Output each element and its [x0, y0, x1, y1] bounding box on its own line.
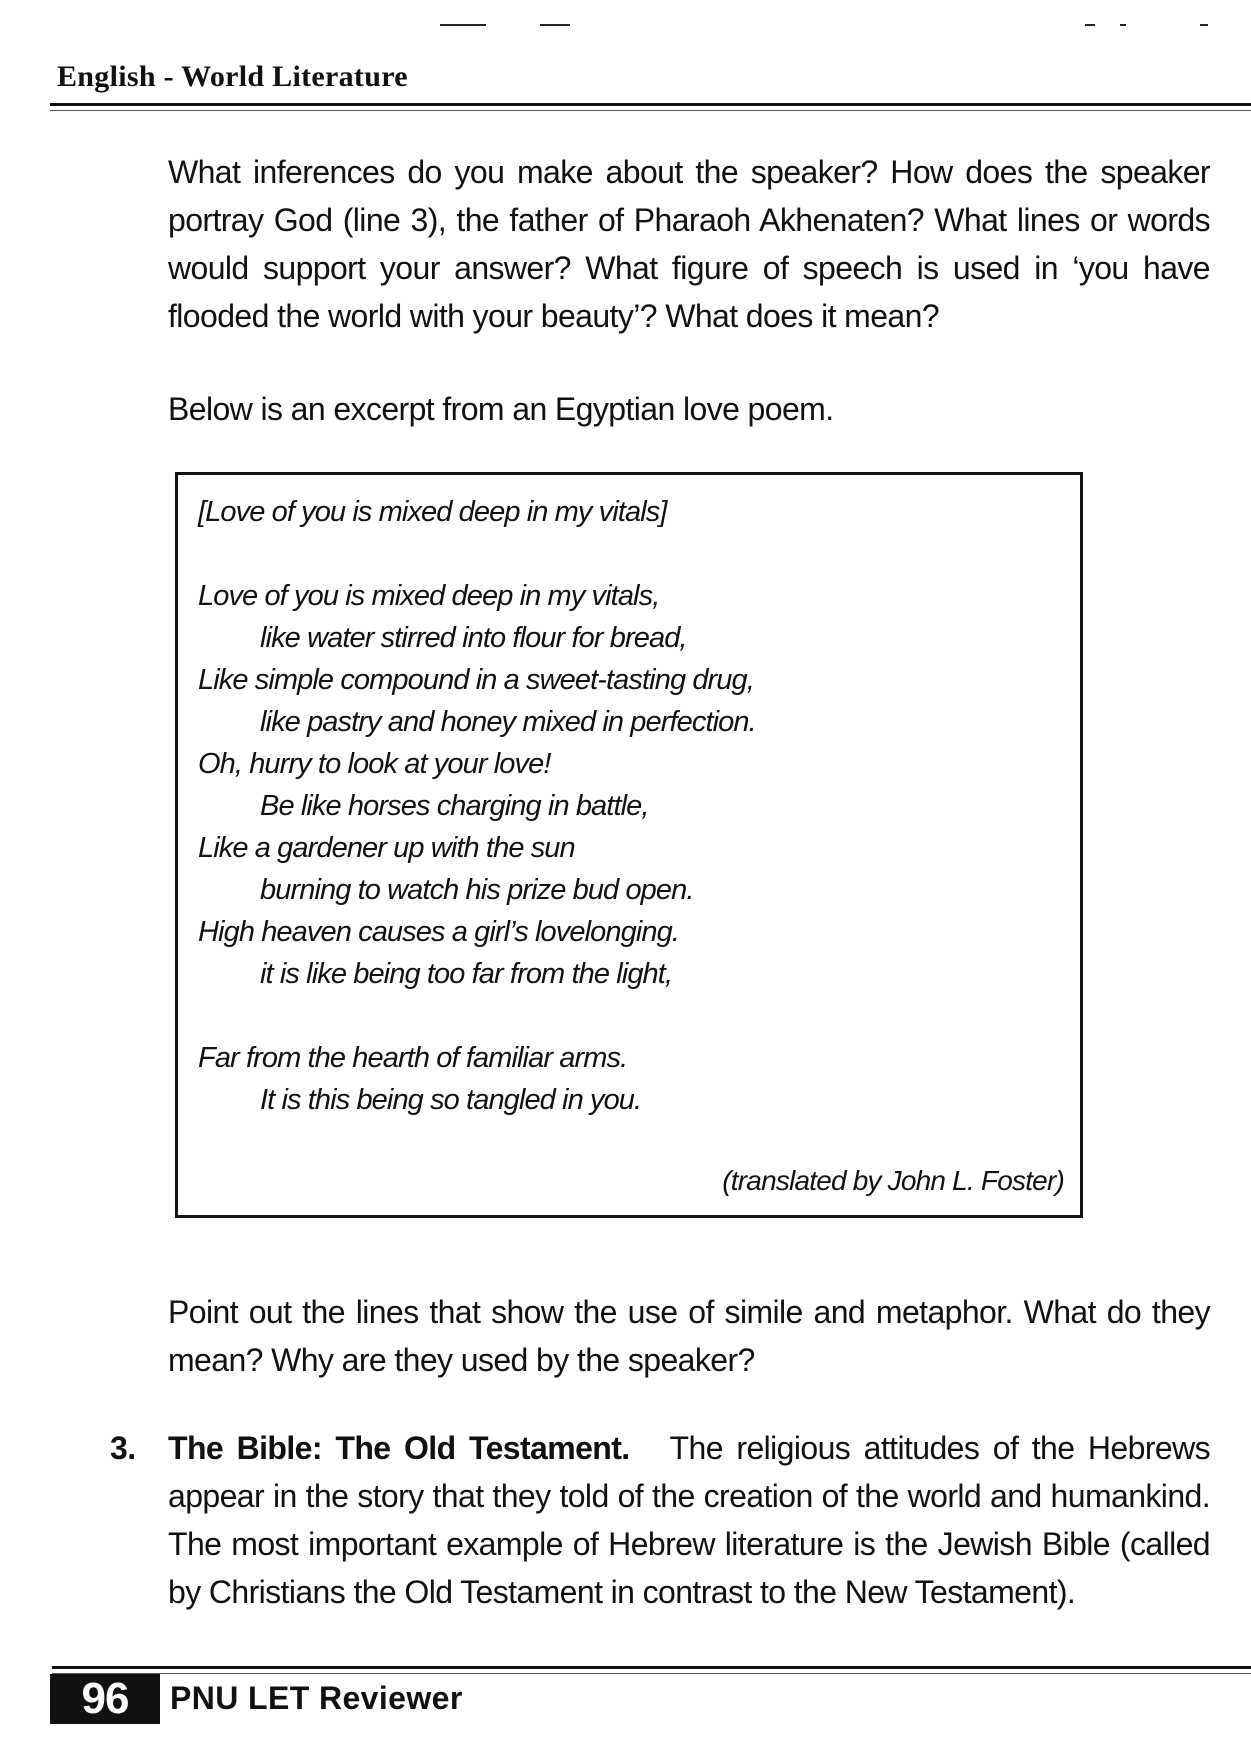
- poem-line: Far from the hearth of familiar arms.: [198, 1042, 628, 1074]
- poem-title: [Love of you is mixed deep in my vitals]: [198, 496, 667, 528]
- section-body: [168, 1424, 1210, 1616]
- poem-line: burning to watch his prize bud open.: [260, 874, 694, 906]
- poem-line: Like simple compound in a sweet-tasting drug,: [198, 664, 754, 696]
- header-rule: [50, 103, 1251, 106]
- footer-rule: [52, 1666, 1251, 1669]
- poem-line: Like a gardener up with the sun: [198, 832, 575, 864]
- poem-line: it is like being too far from the light,: [260, 958, 673, 990]
- poem-line: It is this being so tangled in you.: [260, 1084, 642, 1116]
- section-text: The religious attitudes of the Hebrews appear in the story that they told of the creation of the world and humankind. The most important example of Hebrew literature is the Jewish Bible (called by Christians the Old Testament in contrast to the New Testament).: [168, 1430, 1210, 1610]
- section-bible: [110, 1424, 1210, 1616]
- paragraph-poem-intro: Below is an excerpt from an Egyptian love poem.: [168, 391, 834, 427]
- paragraph-inferences: What inferences do you make about the speaker? How does the speaker portray God (line 3), the father of Pharaoh Akhenaten? What lines or words would support your answer? What figure of speech is used in ‘you have flooded the world with your beauty’? What does it mean?: [168, 154, 1210, 334]
- page-number: 96: [50, 1674, 160, 1724]
- section-heading: The Bible: The Old Testament.: [168, 1430, 630, 1466]
- poem-line: Oh, hurry to look at your love!: [198, 748, 551, 780]
- section-number: 3.: [110, 1430, 136, 1466]
- poem-line: Love of you is mixed deep in my vitals,: [198, 580, 660, 612]
- footer-rule-thin: [52, 1673, 1251, 1674]
- scan-marks: [440, 18, 1220, 28]
- poem-line: High heaven causes a girl’s lovelonging.: [198, 916, 679, 948]
- poem-box: [175, 472, 1083, 1218]
- poem-credit: (translated by John L. Foster): [722, 1165, 1064, 1196]
- poem-line: like pastry and honey mixed in perfection.: [260, 706, 756, 738]
- poem-line: like water stirred into flour for bread,: [260, 622, 687, 654]
- poem-line: Be like horses charging in battle,: [260, 790, 649, 822]
- paragraph-simile-question: Point out the lines that show the use of simile and metaphor. What do they mean? Why are they used by the speaker?: [168, 1294, 1210, 1378]
- header-rule-thin: [50, 110, 1251, 111]
- running-header: English - World Literature: [57, 60, 408, 93]
- poem-text: [198, 491, 1062, 1121]
- footer-title: PNU LET Reviewer: [170, 1680, 463, 1716]
